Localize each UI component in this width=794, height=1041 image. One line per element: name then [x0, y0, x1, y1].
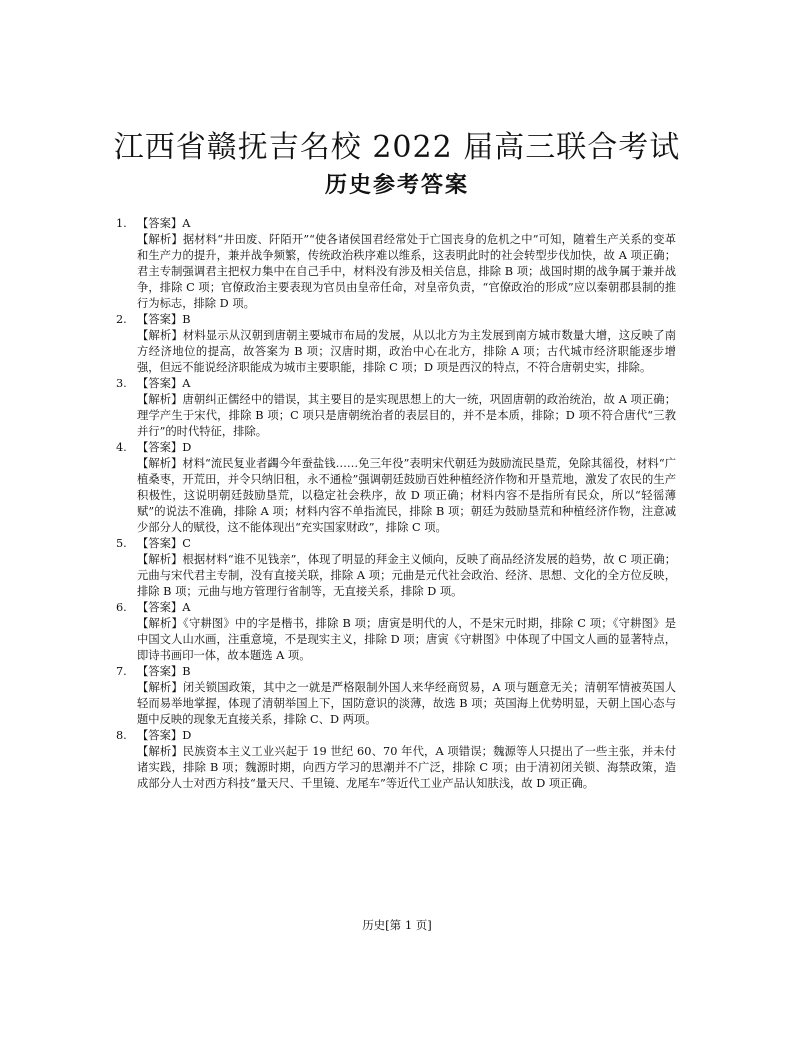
analysis-text: 【解析】民族资本主义工业兴起于 19 世纪 60、70 年代，A 项错误；魏源等人只提出了一些主张，并未付诸实践，排除 B 项；魏源时期，向西方学习的思潮并不广泛，排除 C 项；由于清初闭关锁、海禁政策，造成部分人士对西方科技“量天尺、千里镜、龙尾车”等近代工业产品认知肤浅，故 D 项正确。	[137, 745, 676, 790]
answer-list	[116, 216, 676, 792]
answer-label: 【答案】D	[137, 729, 192, 742]
analysis-text: 【解析】根据材料“谁不见钱亲”，体现了明显的拜金主义倾向，反映了商品经济发展的趋势，故 C 项正确；元曲与宋代君主专制，没有直接关联，排除 A 项；元曲是元代社会政治、经济、思想、文化的全方位反映，排除 B 项；元曲与地方管理行省制等，无直接关系，排除 D 项。	[137, 553, 676, 598]
question-number: 4.	[116, 441, 127, 454]
question-item-8	[116, 728, 676, 792]
analysis-text: 【解析】据材料“井田废、阡陌开”“使各诸侯国君经常处于亡国丧身的危机之中”可知，随着生产关系的变革和生产力的提升，兼并战争频繁，传统政治秩序难以维系，这表明此时的社会转型步伐加快，故 A 项正确；君主专制强调君主把权力集中在自己手中，材料没有涉及相关信息，排除 B 项；战国时期的战争属于兼并战争，排除 C 项；官僚政治主要表现为官员由皇帝任命，对皇帝负责，“官僚政治的形成”应以秦朝郡县制的推行为标志，排除 D 项。	[137, 233, 676, 310]
question-item-7	[116, 664, 676, 728]
question-item-6	[116, 600, 676, 664]
answer-label: 【答案】B	[137, 313, 191, 326]
answer-label: 【答案】B	[137, 665, 191, 678]
question-item-4	[116, 440, 676, 536]
question-item-1	[116, 216, 676, 312]
document-subtitle: 历史参考答案	[324, 173, 469, 198]
question-number: 2.	[116, 313, 127, 326]
analysis-text: 【解析】材料显示从汉朝到唐朝主要城市布局的发展，从以北方为主发展到南方城市数量大增，这反映了南方经济地位的提高，故答案为 B 项；汉唐时期，政治中心在北方，排除 A 项；古代城市经济职能逐步增强，但远不能说经济职能成为城市主要职能，排除 C 项；D 项是西汉的特点，不符合唐朝史实，排除。	[137, 329, 676, 374]
answer-label: 【答案】C	[137, 537, 191, 550]
question-item-5	[116, 536, 676, 600]
question-number: 1.	[116, 217, 127, 230]
document-title: 江西省赣抚吉名校 2022 届高三联合考试	[113, 130, 681, 165]
analysis-text: 【解析】《守耕图》中的字是楷书，排除 B 项；唐寅是明代的人，不是宋元时期，排除 C 项；《守耕图》是中国文人山水画，注重意境，不是现实主义，排除 D 项；唐寅《守耕图》中体现了中国文人画的显著特点，即诗书画印一体，故本题选 A 项。	[137, 617, 676, 662]
question-number: 3.	[116, 377, 127, 390]
analysis-text: 【解析】材料“流民复业者蠲今年蚕盐钱……免三年役”表明宋代朝廷为鼓励流民垦荒，免除其徭役，材料“广植桑枣，开荒田，并令只纳旧租，永不通检”强调朝廷鼓励百姓种植经济作物和开垦荒地，激发了农民的生产积极性，这说明朝廷鼓励垦荒，以稳定社会秩序，故 D 项正确；材料内容不是指所有民众，所以“轻徭薄赋”的说法不准确，排除 A 项；材料内容不单指流民，排除 B 项；朝廷为鼓励垦荒和种植经济作物，注意减少部分人的赋役，这不能体现出“充实国家财政”，排除 C 项。	[137, 457, 676, 534]
question-item-3	[116, 376, 676, 440]
answer-label: 【答案】A	[137, 377, 191, 390]
answer-label: 【答案】A	[137, 601, 191, 614]
question-number: 5.	[116, 537, 127, 550]
question-number: 8.	[116, 729, 127, 742]
question-item-2	[116, 312, 676, 376]
question-number: 7.	[116, 665, 127, 678]
answer-label: 【答案】D	[137, 441, 192, 454]
question-number: 6.	[116, 601, 127, 614]
analysis-text: 【解析】闭关锁国政策，其中之一就是严格限制外国人来华经商贸易，A 项与题意无关；清朝军情被英国人轻而易举地掌握，体现了清朝举国上下，国防意识的淡薄，故选 B 项；英国海上优势明显，天朝上国心态与题中反映的现象无直接关系，排除 C、D 两项。	[137, 681, 676, 726]
answer-label: 【答案】A	[137, 217, 191, 230]
page-footer: 历史[第 1 页]	[362, 918, 432, 932]
analysis-text: 【解析】唐朝纠正儒经中的错误，其主要目的是实现思想上的大一统，巩固唐朝的政治统治，故 A 项正确；理学产生于宋代，排除 B 项；C 项只是唐朝统治者的表层目的，并不是本质，排除；D 项不符合唐代“三教并行”的时代特征，排除。	[137, 393, 676, 438]
